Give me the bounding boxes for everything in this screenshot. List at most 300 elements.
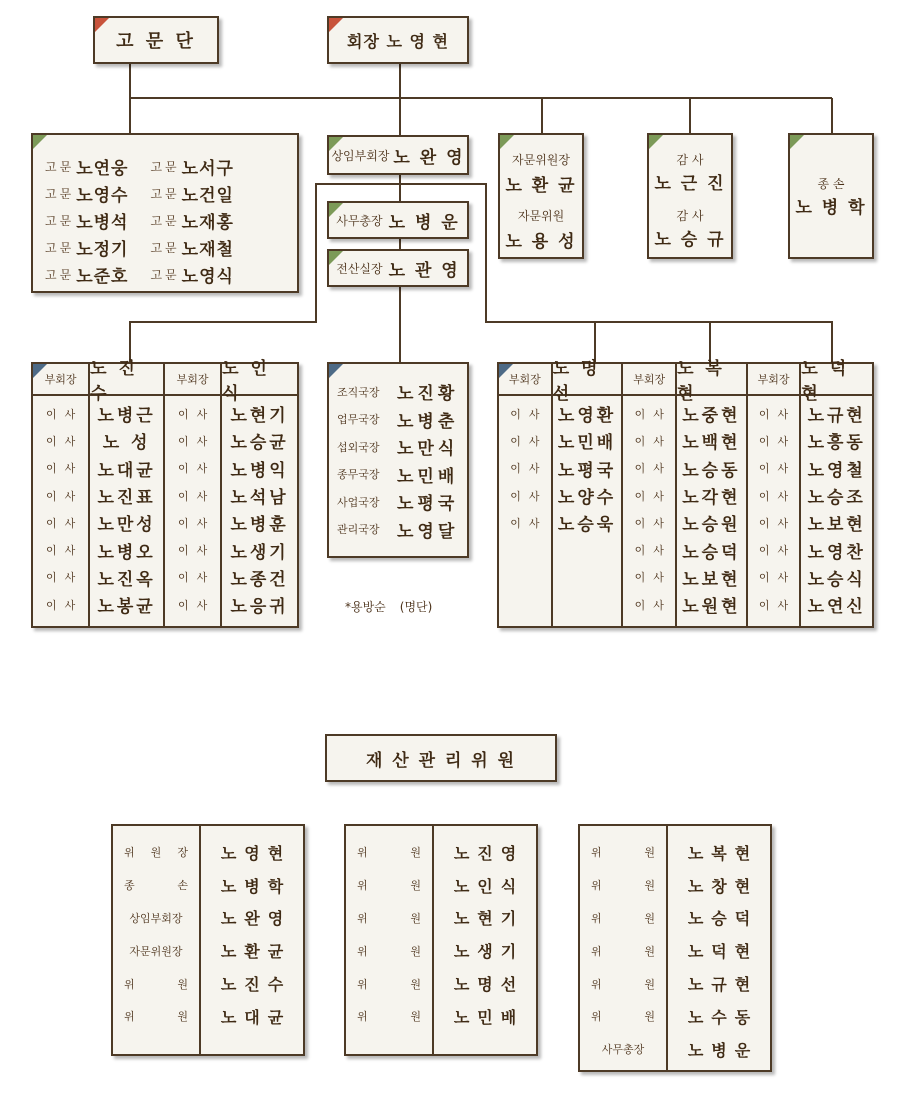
title-char: 위 xyxy=(357,944,368,958)
director-title: 이사 xyxy=(510,407,548,421)
member-title xyxy=(124,877,188,893)
advisor-title: 고문 xyxy=(150,268,180,282)
director-cell xyxy=(553,482,622,509)
director-cell xyxy=(499,400,551,427)
title-char: 원 xyxy=(644,911,655,925)
member-name: 노창현 xyxy=(687,876,759,896)
director-cell xyxy=(33,536,88,563)
advisor-name: 노영수 xyxy=(76,186,129,206)
member-name: 노진영 xyxy=(453,843,525,863)
director-title: 이사 xyxy=(45,598,84,612)
member-cell xyxy=(113,967,199,1000)
name-column xyxy=(552,359,624,626)
director-title: 이사 xyxy=(177,516,216,530)
advisor-name: 노정기 xyxy=(76,240,129,260)
director-cell xyxy=(801,591,872,618)
member-title xyxy=(124,844,188,860)
spacer xyxy=(201,826,303,836)
director-title: 이사 xyxy=(177,407,216,421)
corner-marker xyxy=(329,364,343,378)
advisor-title: 고문 xyxy=(45,241,75,255)
title-char: 원 xyxy=(644,879,655,893)
bureaus-box xyxy=(327,362,469,558)
bureau-name: 노민배 xyxy=(397,466,459,487)
consult-box xyxy=(498,133,584,259)
title-char: 원 xyxy=(410,879,421,893)
member-title xyxy=(591,943,655,959)
vice-chair-title: 부회장 xyxy=(508,373,541,386)
member-name: 노환균 xyxy=(220,942,292,962)
bureau-row xyxy=(337,433,458,461)
member-cell xyxy=(434,902,536,935)
title-char: 위 xyxy=(357,846,368,860)
member-cell xyxy=(668,902,770,935)
director-title: 이사 xyxy=(45,489,84,503)
member-cell xyxy=(113,1000,199,1033)
director-title: 이사 xyxy=(45,571,84,585)
director-title: 이사 xyxy=(758,407,797,421)
auditor-name-1: 노 근 진 xyxy=(654,174,726,194)
bureau-row xyxy=(337,378,458,406)
director-title: 이사 xyxy=(758,516,797,530)
director-cell xyxy=(165,591,220,618)
member-cell xyxy=(580,836,666,869)
vice-chair-name: 노 진 수 xyxy=(90,359,138,404)
member-name: 노병학 xyxy=(220,876,292,896)
name-column xyxy=(222,359,297,626)
member-cell xyxy=(346,934,432,967)
spacer xyxy=(668,826,770,836)
member-cell xyxy=(201,902,303,935)
director-cell xyxy=(748,591,800,618)
property-table-2-grid xyxy=(346,826,536,1054)
title-char: 원 xyxy=(644,1010,655,1024)
name-column xyxy=(201,826,303,1054)
director-cell xyxy=(623,536,675,563)
chairman-label: 회장 노 영 현 xyxy=(347,31,449,51)
director-title: 이사 xyxy=(510,516,548,530)
left-vice-grid xyxy=(33,359,297,626)
member-name: 노생기 xyxy=(453,942,525,962)
title-column xyxy=(33,364,90,626)
consult-name-2: 노 용 성 xyxy=(505,232,577,252)
vice-chair-title: 부회장 xyxy=(44,373,77,386)
name-column xyxy=(90,359,165,626)
director-name: 노각현 xyxy=(682,488,741,509)
member-cell xyxy=(346,967,432,1000)
name-column xyxy=(801,359,872,626)
corner-marker xyxy=(500,135,514,149)
title-column xyxy=(165,364,222,626)
name-column xyxy=(668,826,770,1070)
director-name: 노보현 xyxy=(807,515,866,536)
director-cell xyxy=(90,536,163,563)
title-char: 위 xyxy=(357,1010,368,1024)
director-title: 이사 xyxy=(177,544,216,558)
column-header xyxy=(499,364,551,396)
corner-marker xyxy=(649,135,663,149)
director-cell xyxy=(222,591,297,618)
member-cell xyxy=(668,869,770,902)
title-char: 원 xyxy=(644,977,655,991)
member-title xyxy=(124,976,188,992)
title-char: 위 xyxy=(591,911,602,925)
member-name: 노규현 xyxy=(687,975,759,995)
director-name: 노보현 xyxy=(682,569,741,590)
director-cell xyxy=(90,427,163,454)
consult-title-1: 자문위원장 xyxy=(512,153,570,167)
director-cell xyxy=(33,400,88,427)
member-name: 노완영 xyxy=(220,909,292,929)
member-cell xyxy=(201,869,303,902)
member-name: 노인식 xyxy=(453,876,525,896)
advisor-name: 노서구 xyxy=(181,159,234,179)
property-committee-title-box xyxy=(325,734,557,782)
title-char: 원 xyxy=(410,944,421,958)
director-name: 노생기 xyxy=(230,542,289,563)
director-cell xyxy=(677,427,746,454)
title-column xyxy=(499,364,553,626)
director-title: 이사 xyxy=(510,434,548,448)
director-name: 노응귀 xyxy=(230,597,289,618)
member-name: 노민배 xyxy=(453,1007,525,1027)
title-char: 원 xyxy=(177,977,188,991)
bureau-title: 관리국장 xyxy=(337,523,380,537)
member-name: 노덕현 xyxy=(687,942,759,962)
member-name: 노복현 xyxy=(687,843,759,863)
director-cell xyxy=(165,482,220,509)
advisor-title: 고문 xyxy=(150,214,180,228)
vice-chair-title: 부회장 xyxy=(176,373,209,386)
director-title: 이사 xyxy=(634,462,672,476)
advisor-title: 고문 xyxy=(45,160,75,174)
spacer xyxy=(113,826,199,836)
advisor-row xyxy=(45,261,256,288)
member-name: 노수동 xyxy=(687,1007,759,1027)
member-cell xyxy=(113,902,199,935)
director-name: 노병훈 xyxy=(230,515,289,536)
director-cell xyxy=(801,564,872,591)
member-cell xyxy=(113,869,199,902)
vice-chair-name: 노 덕 현 xyxy=(801,359,850,404)
director-title: 이사 xyxy=(758,434,797,448)
advisor-title: 고문 xyxy=(45,187,75,201)
auditors-box xyxy=(647,133,733,259)
director-cell xyxy=(90,482,163,509)
director-cell xyxy=(33,564,88,591)
property-committee-title: 재 산 관 리 위 원 xyxy=(365,750,517,771)
corner-marker xyxy=(95,18,109,32)
bureau-title: 업무국장 xyxy=(337,413,380,427)
member-name: 노승덕 xyxy=(687,909,759,929)
member-cell xyxy=(201,836,303,869)
director-cell xyxy=(165,400,220,427)
auditor-title-1: 감 사 xyxy=(676,153,704,167)
title-char: 손 xyxy=(177,879,188,893)
consult-name-1: 노 환 균 xyxy=(505,176,577,196)
note-paren: (명단) xyxy=(399,600,433,614)
advisor-name: 노병석 xyxy=(76,213,129,233)
title-char: 원 xyxy=(410,977,421,991)
director-name: 노승균 xyxy=(230,433,289,454)
exec-vice-title: 상임부회장 xyxy=(331,148,390,163)
director-cell xyxy=(222,427,297,454)
director-cell xyxy=(90,400,163,427)
director-title: 이사 xyxy=(634,598,672,612)
member-cell xyxy=(434,836,536,869)
title-char: 원 xyxy=(410,846,421,860)
member-title xyxy=(357,1008,421,1024)
member-name: 노명선 xyxy=(453,975,525,995)
column-header xyxy=(801,359,872,404)
director-name: 노원현 xyxy=(682,597,741,618)
member-title xyxy=(124,1008,188,1024)
title-char: 위 xyxy=(357,879,368,893)
director-name: 노양수 xyxy=(557,488,617,509)
column-header xyxy=(165,364,220,396)
director-cell xyxy=(623,564,675,591)
secretary-box xyxy=(327,201,469,239)
property-table-1 xyxy=(111,824,305,1056)
spacer xyxy=(434,826,536,836)
director-title: 이사 xyxy=(634,544,672,558)
advisor-row xyxy=(45,180,256,207)
member-cell xyxy=(346,836,432,869)
bureau-list xyxy=(337,378,458,543)
director-name: 노병근 xyxy=(97,406,156,427)
advisor-name: 노영식 xyxy=(181,267,234,287)
director-cell xyxy=(33,482,88,509)
member-title xyxy=(591,976,655,992)
director-name: 노승원 xyxy=(682,515,741,536)
director-name: 노봉균 xyxy=(97,597,156,618)
director-title: 이사 xyxy=(177,598,216,612)
director-cell xyxy=(90,509,163,536)
column-header xyxy=(552,359,622,404)
head-of-clan-title: 종 손 xyxy=(817,177,845,191)
director-cell xyxy=(553,427,622,454)
director-title: 이사 xyxy=(45,434,84,448)
title-char: 위 xyxy=(591,879,602,893)
director-cell xyxy=(748,536,800,563)
director-title: 이사 xyxy=(758,598,797,612)
director-name: 노승욱 xyxy=(557,515,617,536)
director-cell xyxy=(623,400,675,427)
title-char: 위 xyxy=(591,846,602,860)
member-cell xyxy=(580,934,666,967)
member-name: 노현기 xyxy=(453,909,525,929)
note-text: *용방순 xyxy=(345,600,386,614)
secretary-name: 노 병 운 xyxy=(388,212,460,233)
member-cell xyxy=(580,967,666,1000)
title-char: 종 xyxy=(124,879,135,893)
director-name: 노승식 xyxy=(807,569,866,590)
director-cell xyxy=(801,509,872,536)
director-cell xyxy=(748,427,800,454)
title-char: 원 xyxy=(150,846,162,860)
bureau-title: 섭외국장 xyxy=(337,440,380,454)
director-name: 노승조 xyxy=(807,488,866,509)
director-cell xyxy=(748,564,800,591)
member-title xyxy=(357,844,421,860)
director-cell xyxy=(165,536,220,563)
member-cell xyxy=(580,869,666,902)
director-cell xyxy=(801,427,872,454)
member-cell xyxy=(580,1033,666,1066)
director-cell xyxy=(165,427,220,454)
advisory-group-box xyxy=(93,16,219,64)
member-title xyxy=(357,976,421,992)
director-name: 노 성 xyxy=(102,433,151,454)
director-title: 이사 xyxy=(510,462,548,476)
advisors-box xyxy=(31,133,299,293)
director-cell xyxy=(222,536,297,563)
corner-marker xyxy=(329,137,343,151)
vice-chair-title: 부회장 xyxy=(757,373,790,386)
director-name: 노영환 xyxy=(557,406,617,427)
right-vice-grid xyxy=(499,359,872,626)
member-title xyxy=(357,910,421,926)
member-cell xyxy=(201,1000,303,1033)
corner-marker xyxy=(33,135,47,149)
title-column xyxy=(748,364,802,626)
column-header xyxy=(677,359,746,404)
it-director-box xyxy=(327,249,469,287)
advisor-title: 고문 xyxy=(150,160,180,174)
vice-chair-name: 노 복 현 xyxy=(677,359,725,404)
director-cell xyxy=(677,482,746,509)
corner-marker xyxy=(329,251,343,265)
director-cell xyxy=(222,564,297,591)
director-title: 이사 xyxy=(177,434,216,448)
member-cell xyxy=(346,1000,432,1033)
advisor-title: 고문 xyxy=(150,187,180,201)
director-cell xyxy=(677,455,746,482)
it-director-name: 노 관 영 xyxy=(388,260,460,281)
director-title: 이사 xyxy=(177,571,216,585)
title-char: 위 xyxy=(357,911,368,925)
director-name: 노민배 xyxy=(557,433,617,454)
director-cell xyxy=(33,455,88,482)
member-name: 노병운 xyxy=(687,1040,759,1060)
advisor-title: 고문 xyxy=(150,241,180,255)
director-cell xyxy=(677,536,746,563)
director-cell xyxy=(748,482,800,509)
bureau-row xyxy=(337,461,458,489)
member-cell xyxy=(668,1033,770,1066)
bureau-name: 노평국 xyxy=(397,494,459,515)
note xyxy=(345,598,432,615)
spacer xyxy=(346,826,432,836)
director-title: 이사 xyxy=(634,571,672,585)
chairman-box xyxy=(327,16,469,64)
member-title: 자문위원장 xyxy=(129,944,183,958)
director-name: 노진옥 xyxy=(97,569,156,590)
director-title: 이사 xyxy=(634,516,672,530)
member-title xyxy=(591,844,655,860)
head-of-clan-box xyxy=(788,133,874,259)
secretary-title: 사무총장 xyxy=(336,213,383,228)
member-cell xyxy=(668,967,770,1000)
name-column xyxy=(677,359,748,626)
director-title: 이사 xyxy=(634,489,672,503)
director-name: 노대균 xyxy=(97,460,156,481)
director-name: 노병오 xyxy=(97,542,156,563)
member-title xyxy=(591,910,655,926)
title-char: 원 xyxy=(644,944,655,958)
property-table-3 xyxy=(578,824,772,1072)
director-cell xyxy=(677,591,746,618)
director-cell xyxy=(33,591,88,618)
director-cell xyxy=(165,509,220,536)
director-title: 이사 xyxy=(634,434,672,448)
member-title xyxy=(357,943,421,959)
director-name: 노영철 xyxy=(807,460,866,481)
exec-vice-box xyxy=(327,135,469,175)
member-cell xyxy=(668,934,770,967)
director-cell xyxy=(677,400,746,427)
head-of-clan-name: 노 병 학 xyxy=(795,198,867,218)
director-cell xyxy=(33,509,88,536)
bureau-name: 노병춘 xyxy=(397,411,459,432)
title-char: 위 xyxy=(591,944,602,958)
member-cell xyxy=(434,1000,536,1033)
director-title: 이사 xyxy=(758,462,797,476)
director-name: 노백현 xyxy=(682,433,741,454)
director-name: 노승동 xyxy=(682,460,741,481)
bureau-row xyxy=(337,488,458,516)
member-title xyxy=(357,877,421,893)
corner-marker xyxy=(790,135,804,149)
member-cell xyxy=(113,836,199,869)
member-cell xyxy=(668,1000,770,1033)
director-cell xyxy=(623,427,675,454)
advisor-title: 고문 xyxy=(45,214,75,228)
director-cell xyxy=(553,509,622,536)
spacer xyxy=(580,826,666,836)
director-cell xyxy=(677,564,746,591)
director-name: 노석남 xyxy=(230,488,289,509)
title-char: 위 xyxy=(357,977,368,991)
director-cell xyxy=(90,591,163,618)
vice-chair-name: 노 명 선 xyxy=(552,359,601,404)
it-director-title: 전산실장 xyxy=(336,261,383,276)
column-header xyxy=(90,359,163,404)
column-header xyxy=(33,364,88,396)
director-cell xyxy=(499,455,551,482)
vice-chair-title: 부회장 xyxy=(633,373,666,386)
director-cell xyxy=(677,509,746,536)
director-title: 이사 xyxy=(45,407,84,421)
title-char: 원 xyxy=(644,846,655,860)
director-name: 노병익 xyxy=(230,460,289,481)
member-cell xyxy=(580,1000,666,1033)
member-name: 노진수 xyxy=(220,975,292,995)
director-cell xyxy=(801,536,872,563)
advisory-group-label: 고 문 단 xyxy=(116,31,196,52)
director-cell xyxy=(623,482,675,509)
director-title: 이사 xyxy=(758,489,797,503)
member-title xyxy=(591,1008,655,1024)
column-header xyxy=(748,364,800,396)
advisor-name: 노재철 xyxy=(181,240,234,260)
vice-chair-name: 노 인 식 xyxy=(222,359,270,404)
right-vice-group xyxy=(497,359,874,628)
bureau-row xyxy=(337,516,458,544)
advisor-title: 고문 xyxy=(45,268,75,282)
director-cell xyxy=(222,455,297,482)
director-name: 노진표 xyxy=(97,488,156,509)
